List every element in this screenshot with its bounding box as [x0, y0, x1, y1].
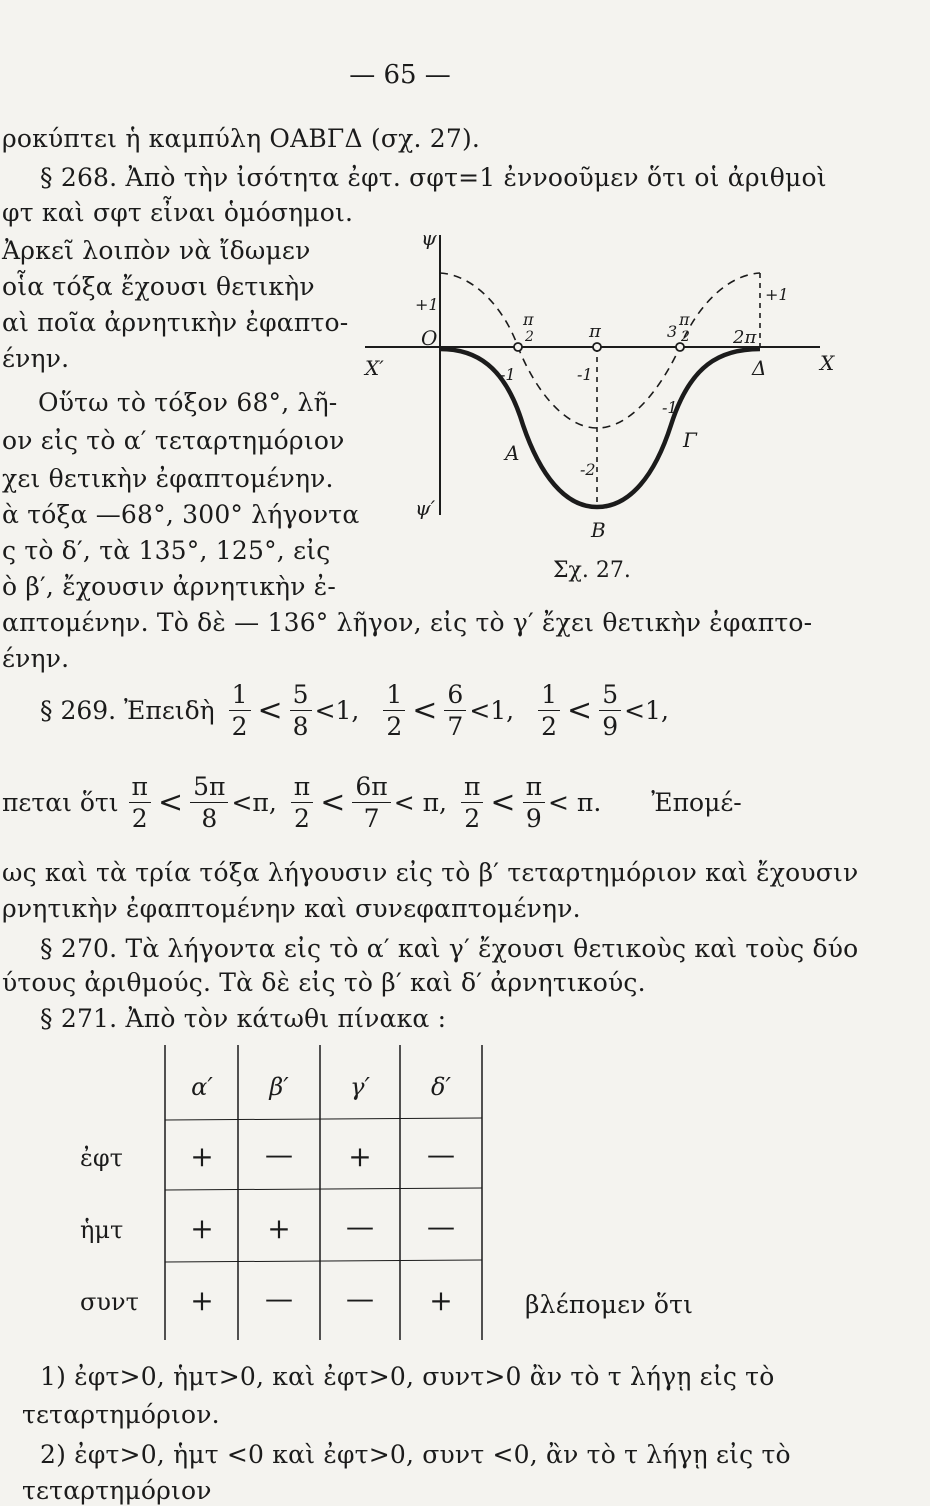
equation-269b: πεται ὅτι $\frac{\pi}{2}$ < $\frac{5\pi}{8}$ <π, $\frac{\pi}{2}$ < $\frac{6\pi}{7}$ < π, $\frac{\pi}{2}$ < $\frac{\pi}{9}$ < π. Ἐπομέ- [2, 771, 742, 833]
svg-text:-1: -1 [577, 365, 593, 384]
svg-text:π: π [679, 310, 690, 329]
table-header: α′ [191, 1073, 213, 1101]
text-line: Οὕτω τὸ τόξον 68°, λῆ- [38, 388, 338, 417]
text-line: ον εἰς τὸ α′ τεταρτημόριον [2, 426, 345, 455]
table-cell: — [346, 1282, 374, 1315]
table-cell: — [265, 1282, 293, 1315]
svg-text:-1: -1 [500, 365, 516, 384]
figure-caption: Σχ. 27. [553, 558, 631, 583]
table-cell: + [190, 1140, 214, 1173]
x-label: X [820, 351, 835, 375]
text-line: τεταρτημόριον [22, 1476, 212, 1505]
svg-text:2: 2 [525, 329, 534, 345]
table-cell: + [429, 1284, 453, 1317]
text-line: ένην. [2, 644, 70, 673]
table-cell: + [190, 1284, 214, 1317]
table-cell: + [190, 1212, 214, 1245]
tangent-curve-figure [355, 225, 855, 585]
svg-text:2π: 2π [733, 327, 757, 348]
sign-table [70, 1040, 500, 1350]
text-line: § 268. Ἀπὸ τὴν ἰσότητα ἐφτ. σφτ=1 ἐννοοῦμεν ὅτι οἱ ἀριθμοὶ [40, 163, 827, 192]
text-line: ως καὶ τὰ τρία τόξα λήγουσιν εἰς τὸ β′ τεταρτημόριον καὶ ἔχουσιν [2, 858, 859, 887]
equation-269: § 269. Ἐπειδὴ $\frac{1}{2}$ < $\frac{5}{8}$ <1, $\frac{1}{2}$ < $\frac{6}{7}$ <1, $\frac{1}{2}$ < $\frac{5}{9}$ <1, [40, 679, 669, 741]
table-cell: — [427, 1138, 455, 1171]
text-line: 1) ἐφτ>0, ἡμτ>0, καὶ ἐφτ>0, συντ>0 ἂν τὸ τ λήγῃ εἰς τὸ [40, 1362, 775, 1391]
text-line: τεταρτημόριον. [22, 1400, 220, 1429]
table-cell: + [348, 1140, 372, 1173]
svg-text:3: 3 [667, 322, 678, 341]
text-line: οἷα τόξα ἔχουσι θετικὴν [2, 272, 315, 301]
origin-label: O [421, 326, 438, 350]
svg-text:-1: -1 [662, 398, 678, 417]
table-cell: — [265, 1138, 293, 1171]
svg-text:+1: +1 [415, 295, 439, 314]
table-cell: — [427, 1210, 455, 1243]
text-line: ροκύπτει ἡ καμπύλη ΟΑΒΓΔ (σχ. 27). [2, 124, 481, 153]
svg-text:π: π [523, 310, 534, 329]
text-line: § 270. Τὰ λήγοντα εἰς τὸ α′ καὶ γ′ ἔχουσι θετικοὺς καὶ τοὺς δύο [40, 934, 859, 963]
text-line: ένην. [2, 344, 70, 373]
text-line: απτομένην. Τὸ δὲ — 136° λῆγον, εἰς τὸ γ′ ἔχει θετικὴν ἐφαπτο- [2, 608, 813, 637]
svg-text:+1: +1 [765, 285, 789, 304]
x-prime-label: X′ [365, 356, 384, 380]
text-line: § 271. Ἀπὸ τὸν κάτωθι πίνακα : [40, 1004, 447, 1033]
text-line: ύτους ἀριθμούς. Τὰ δὲ εἰς τὸ β′ καὶ δ′ ἀρνητικούς. [2, 968, 646, 997]
table-header: β′ [269, 1073, 289, 1101]
text-line: φτ καὶ σφτ εἶναι ὁμόσημοι. [2, 198, 354, 227]
table-row-label: συντ [80, 1288, 139, 1316]
text-line: ρνητικὴν ἐφαπτομένην καὶ συνεφαπτομένην. [2, 894, 581, 923]
svg-text:π: π [589, 321, 601, 342]
text-line: ὰ τόξα —68°, 300° λήγοντα [2, 500, 360, 529]
table-row-label: ἡμτ [80, 1216, 124, 1244]
solid-curve [440, 349, 760, 507]
svg-text:-2: -2 [580, 460, 596, 479]
page-number: — 65 — [349, 60, 451, 90]
table-side-text: βλέπομεν ὅτι [525, 1290, 694, 1319]
table-header: γ′ [350, 1073, 370, 1101]
point-d-label: Δ [752, 356, 767, 380]
svg-text:2: 2 [681, 329, 690, 345]
point-g-label: Γ [683, 428, 697, 452]
table-header: δ′ [431, 1073, 451, 1101]
table-row-label: ἐφτ [80, 1144, 123, 1172]
table-cell: + [267, 1212, 291, 1245]
psi-prime-label: ψ′ [415, 496, 436, 520]
text-line: Ἀρκεῖ λοιπὸν νὰ ἴδωμεν [2, 236, 311, 265]
text-line: ς τὸ δ′, τὰ 135°, 125°, εἰς [2, 536, 331, 565]
text-line: ὸ β′, ἔχουσιν ἀρνητικὴν ἐ- [2, 572, 337, 601]
table-cell: — [346, 1210, 374, 1243]
point-b-label: B [591, 518, 606, 542]
psi-label: ψ [421, 226, 437, 250]
text-line: 2) ἐφτ>0, ἡμτ <0 καὶ ἐφτ>0, συντ <0, ἂν τὸ τ λήγῃ εἰς τὸ [40, 1440, 791, 1469]
point-a-label: A [505, 441, 520, 465]
text-line: αὶ ποῖα ἀρνητικὴν ἐφαπτο- [2, 308, 349, 337]
text-line: χει θετικὴν ἐφαπτομένην. [2, 464, 334, 493]
